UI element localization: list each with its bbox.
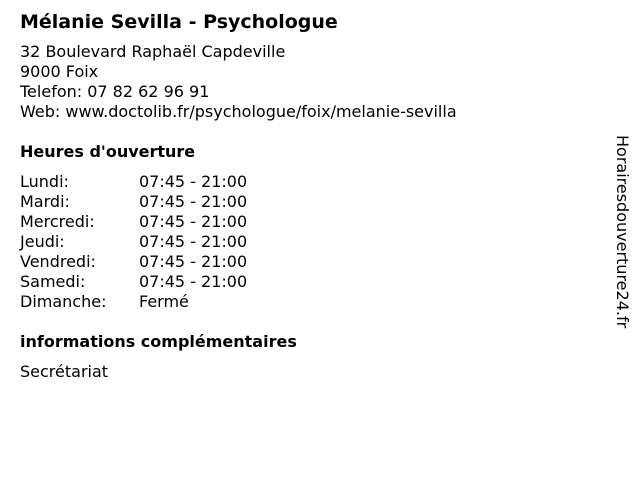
info-heading: informations complémentaires xyxy=(20,332,297,351)
hours-row-saturday xyxy=(20,272,600,292)
hours-time: 07:45 - 21:00 xyxy=(139,232,248,251)
street-address: 32 Boulevard Raphaël Capdeville xyxy=(20,42,286,61)
hours-day: Vendredi: xyxy=(20,252,96,271)
site-watermark: Horairesdouverture24.fr xyxy=(613,135,632,329)
city-line: 9000 Foix xyxy=(20,62,99,81)
hours-row-friday xyxy=(20,252,600,272)
hours-row-thursday xyxy=(20,232,600,252)
hours-time: 07:45 - 21:00 xyxy=(139,272,248,291)
hours-row-tuesday xyxy=(20,192,600,212)
hours-time: 07:45 - 21:00 xyxy=(139,212,248,231)
hours-row-monday xyxy=(20,172,600,192)
hours-day: Mercredi: xyxy=(20,212,95,231)
hours-row-wednesday xyxy=(20,212,600,232)
hours-day: Dimanche: xyxy=(20,292,107,311)
address-block xyxy=(20,42,600,122)
business-card xyxy=(20,10,600,382)
hours-table xyxy=(20,172,600,312)
hours-time: 07:45 - 21:00 xyxy=(139,192,248,211)
hours-day: Samedi: xyxy=(20,272,86,291)
hours-day: Jeudi: xyxy=(20,232,65,251)
hours-time: 07:45 - 21:00 xyxy=(139,252,248,271)
hours-heading: Heures d'ouverture xyxy=(20,142,196,161)
hours-time: Fermé xyxy=(139,292,189,311)
hours-row-sunday xyxy=(20,292,600,312)
hours-day: Mardi: xyxy=(20,192,70,211)
hours-time: 07:45 - 21:00 xyxy=(139,172,248,191)
info-text: Secrétariat xyxy=(20,362,109,381)
hours-day: Lundi: xyxy=(20,172,69,191)
web-line: Web: www.doctolib.fr/psychologue/foix/melanie-sevilla xyxy=(20,102,457,121)
page-title: Mélanie Sevilla - Psychologue xyxy=(20,11,338,33)
phone-line: Telefon: 07 82 62 96 91 xyxy=(20,82,210,101)
